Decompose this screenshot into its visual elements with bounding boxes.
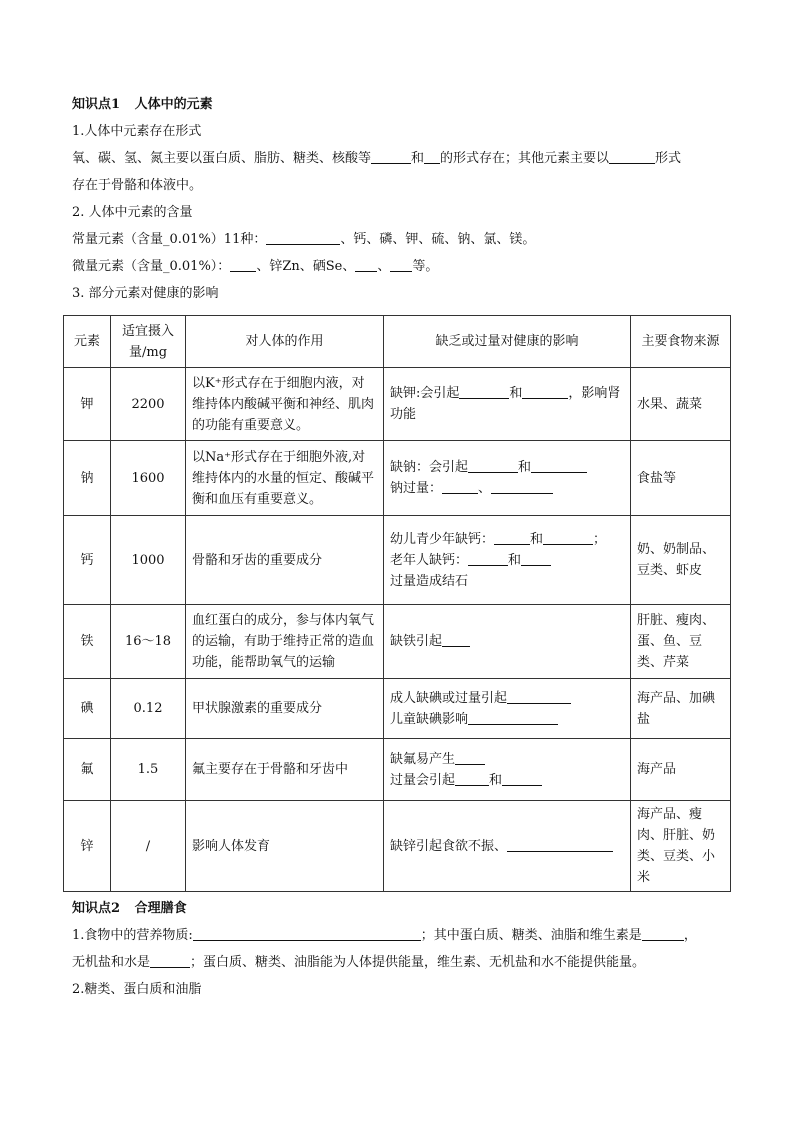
element-cell: 锌 [64,801,111,892]
effects-cell [384,441,631,516]
text-segment: 缺铁引起 [390,634,443,649]
role-cell: 影响人体发育 [186,801,384,892]
fill-blank[interactable] [266,230,340,245]
text-segment: 、钙、磷、钾、硫、钠、氯、镁。 [340,232,536,247]
fill-blank[interactable] [455,750,485,765]
text-segment: 常量元素（含量_0.01%）11种： [72,232,267,247]
fill-blank[interactable] [491,479,553,494]
section-1-heading [72,92,732,118]
fill-blank[interactable] [150,953,190,968]
text-segment: 微量元素（含量_0.01%）： [72,259,231,274]
role-cell: 血红蛋白的成分，参与体内氧气的运输，有助于维持正常的造血功能，能帮助氧气的运输 [186,605,384,679]
text-segment: 儿童缺碘影响 [390,711,469,727]
text-segment: 缺钠：会引起 [390,460,469,475]
text-segment: ； [593,531,607,547]
fill-blank[interactable] [455,771,489,786]
effects-cell [384,368,631,441]
subheading-health-effects: 3. 部分元素对健康的影响 [72,286,219,301]
fill-blank[interactable] [459,384,509,399]
text-segment: ， [683,928,697,943]
column-header-role: 对人体的作用 [186,316,384,368]
text-segment: ；其中蛋白质、糖类、油脂和维生素是 [420,928,642,943]
food-cell: 海产品、瘦肉、肝脏、奶类、豆类、小米 [631,801,731,892]
text-segment: 缺氟易产生 [390,751,456,767]
effects-cell [384,605,631,679]
fill-blank[interactable] [442,479,478,494]
intake-cell: 1.5 [111,739,186,801]
effect-line [390,550,624,571]
role-cell: 氟主要存在于骨骼和牙齿中 [186,739,384,801]
section-title: 人体中的元素 [134,97,213,112]
text-segment: 无机盐和水是 [72,955,151,970]
text-segment: 幼儿青少年缺钙： [390,531,495,547]
effect-line: 过量造成结石 [390,573,469,589]
subheading-element-content: 2. 人体中元素的含量 [72,205,193,220]
elements-health-table [63,315,731,892]
section-2-heading [72,896,732,922]
food-cell: 水果、蔬菜 [631,368,731,441]
table-row [64,516,731,605]
text-segment: 的形式存在；其他元素主要以 [440,151,610,166]
intake-cell: 16～18 [111,605,186,679]
element-cell: 氟 [64,739,111,801]
role-cell: 以K⁺形式存在于细胞内液，对维持体内酸碱平衡和神经、肌肉的功能有重要意义。 [186,368,384,441]
intake-cell: 1000 [111,516,186,605]
existence-forms-paragraph [72,145,732,199]
intake-cell: 1600 [111,441,186,516]
element-cell: 铁 [64,605,111,679]
fill-blank[interactable] [442,632,470,647]
nutrients-paragraph [72,922,732,976]
table-header-row [64,316,731,368]
effect-line [390,478,624,499]
food-cell: 海产品 [631,739,731,801]
fill-blank[interactable] [543,530,593,545]
fill-blank[interactable] [355,257,377,272]
section-title: 合理膳食 [134,901,187,916]
effect-line [390,529,624,550]
major-elements-line [72,226,732,253]
table-row [64,679,731,739]
table-row [64,801,731,892]
food-cell: 食盐等 [631,441,731,516]
food-cell: 海产品、加碘盐 [631,679,731,739]
element-cell: 钠 [64,441,111,516]
text-segment: 钠过量： [390,481,443,496]
text-segment: 和 [489,772,503,788]
text-segment: 和 [411,151,425,166]
effect-line [390,770,624,791]
fill-blank[interactable] [507,689,571,704]
fill-blank[interactable] [502,771,542,786]
text-segment: 和 [530,531,544,547]
text-segment: 等。 [412,259,439,274]
role-cell: 甲状腺激素的重要成分 [186,679,384,739]
intake-cell: 0.12 [111,679,186,739]
knowledge-point-label: 知识点2 [72,901,121,916]
text-segment: 存在于骨骼和体液中。 [72,178,203,193]
effects-cell [384,516,631,605]
text-segment: 氧、碳、氢、氮主要以蛋白质、脂肪、糖类、核酸等 [72,151,372,166]
column-header-intake: 适宜摄入量/mg [111,316,186,368]
effects-cell [384,739,631,801]
fill-blank[interactable] [521,551,551,566]
section-1 [72,92,732,307]
effect-line [390,749,624,770]
text-segment: 成人缺碘或过量引起 [390,690,508,706]
fill-blank[interactable] [609,149,655,164]
fill-blank[interactable] [230,257,256,272]
table-row [64,441,731,516]
text-segment: 缺锌引起食欲不振、 [390,838,508,854]
subheading-existence-forms: 1.人体中元素存在形式 [72,124,202,139]
text-segment: ，影响肾功能 [390,386,621,422]
text-segment: 、 [377,259,391,274]
fill-blank[interactable] [468,458,518,473]
effect-line [390,709,624,730]
text-segment: ；蛋白质、糖类、油脂能为人体提供能量，维生素、无机盐和水不能提供能量。 [190,955,646,970]
effect-line [390,457,624,478]
text-segment: 、锌Zn、硒Se、 [256,259,356,274]
text-segment: 缺钾:会引起 [390,386,460,401]
subheading-carbs-proteins-fats: 2.糖类、蛋白质和油脂 [72,982,202,997]
fill-blank[interactable] [468,710,558,725]
fill-blank[interactable] [507,837,613,852]
column-header-food: 主要食物来源 [631,316,731,368]
role-cell: 以Na⁺形式存在于细胞外液,对维持体内的水量的恒定、酸碱平衡和血压有重要意义。 [186,441,384,516]
trace-elements-line [72,253,732,280]
text-segment: 1.食物中的营养物质: [72,928,193,943]
fill-blank[interactable] [494,530,530,545]
effects-cell [384,679,631,739]
fill-blank[interactable] [390,257,412,272]
section-2 [72,896,732,1003]
element-cell: 钾 [64,368,111,441]
effects-cell [384,801,631,892]
text-segment: 和 [509,386,523,401]
fill-blank[interactable] [193,926,421,941]
text-segment: 老年人缺钙： [390,552,469,568]
table-row [64,605,731,679]
element-cell: 钙 [64,516,111,605]
column-header-element: 元素 [64,316,111,368]
intake-cell: 2200 [111,368,186,441]
table-row [64,368,731,441]
text-segment: 和 [508,552,522,568]
fill-blank[interactable] [468,551,508,566]
fill-blank[interactable] [531,458,587,473]
text-segment: 和 [518,460,532,475]
text-segment: 、 [478,481,492,496]
food-cell: 奶、奶制品、豆类、虾皮 [631,516,731,605]
table-row [64,739,731,801]
food-cell: 肝脏、瘦肉、蛋、鱼、豆类、芹菜 [631,605,731,679]
text-segment: 过量会引起 [390,772,456,788]
column-header-effects: 缺乏或过量对健康的影响 [384,316,631,368]
fill-blank[interactable] [371,149,411,164]
knowledge-point-label: 知识点1 [72,97,121,112]
fill-blank[interactable] [522,384,568,399]
fill-blank[interactable] [424,149,440,164]
effect-line [390,688,624,709]
text-segment: 形式 [655,151,682,166]
role-cell: 骨骼和牙齿的重要成分 [186,516,384,605]
intake-cell: / [111,801,186,892]
fill-blank[interactable] [642,926,684,941]
element-cell: 碘 [64,679,111,739]
